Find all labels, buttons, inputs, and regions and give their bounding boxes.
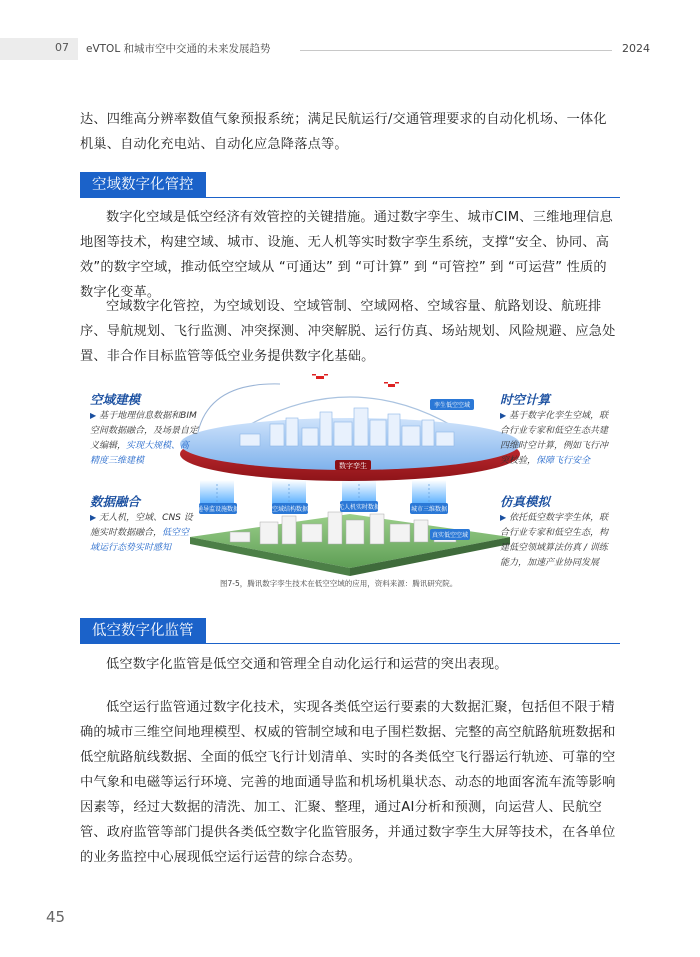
section-title: 空域数字化管控	[80, 172, 206, 198]
twin-airspace-label: 孪生低空空域	[433, 403, 471, 409]
triangle-bullet-icon: ▶	[90, 411, 97, 420]
header-year: 2024	[622, 42, 650, 55]
intro-paragraph: 达、四维高分辨率数值气象预报系统；满足民航运行/交通管理要求的自动化机场、一体化机巢、自动化充电站、自动化应急降落点等。	[80, 112, 607, 152]
paragraph: 数字化空域是低空经济有效管控的关键措施。通过数字孪生、城市CIM、三维地理信息地图等技术，构建空域、城市、设施、无人机等实时数字孪生系统，支撑“安全、协同、高效”的数字空域，推动低空空域从 “可通达” 到 “可计算” 到 “可管控” 到 “可运营” 性质的数字化变革。	[80, 210, 614, 300]
figure-label-title: 仿真模拟	[500, 494, 551, 509]
city-3d-label: 城市三维数据	[410, 507, 448, 513]
paragraph: 空域数字化管控，为空域划设、空域管制、空域网格、空域容量、航路划设、航班排序、导航规划、飞行监测、冲突探测、冲突解脱、运行仿真、场站规划、风险规避、应急处置、非合作目标监管等低空业务提供数字化基础。	[80, 299, 616, 364]
airspace-structure-label: 空域结构数据	[271, 507, 309, 513]
data-beams	[200, 480, 446, 506]
running-title: eVTOL 和城市空中交通的未来发展趋势	[86, 43, 271, 55]
page-number: 45	[46, 908, 66, 926]
section-title: 低空数字化监管	[80, 618, 206, 644]
drone-icon	[384, 382, 399, 387]
figure-label-text: ▶ 无人机，空域、CNS 设施实时数据融合，低空空域运行态势实时感知	[90, 513, 193, 553]
figure-caption: 图7-5，腾讯数字孪生技术在低空空域的应用，资料来源：腾讯研究院。	[220, 579, 458, 588]
figure-label-title: 数据融合	[90, 494, 141, 509]
triangle-bullet-icon: ▶	[500, 513, 507, 522]
figure-label-text: ▶ 基于地理信息数据和BIM空间数据融合，及场景自定义编辑，实现大规模、高精度三维建模	[90, 411, 199, 466]
digital-twin-label: 数字孪生	[339, 463, 367, 470]
paragraph: 低空运行监管通过数字化技术，实现各类低空运行要素的大数据汇聚，包括但不限于精确的城市三维空间地理模型、权威的管制空域和电子围栏数据、完整的高空航路航班数据和低空航路航线数据、全面的低空飞行计划清单、实时的各类低空飞行器运行轨迹、可靠的空中气象和电磁等运行环境、完善的地面通导监和机场机巢状态、动态的地面客流车流等影响因素等，经过大数据的清洗、加工、汇聚、整理，通过AI分析和预测，向运营人、民航空管、政府监管等部门提供各类低空数字化监管服务，并通过数字孪生大屏等技术，在各单位的业务监控中心展现低空运行运营的综合态势。	[80, 700, 616, 865]
comm-nav-data-label: 通导监设施数据	[196, 507, 240, 513]
uav-realtime-label: 无人机实时数据	[337, 505, 381, 511]
figure-label-title: 时空计算	[500, 392, 551, 407]
triangle-bullet-icon: ▶	[500, 411, 507, 420]
section-heading-airspace-control	[80, 172, 620, 198]
figure-label-text: ▶ 基于数字化孪生空域，联合行业专家和低空生态共建四维时空计算，例如飞行冲突校验，保障飞行安全	[500, 411, 609, 466]
triangle-bullet-icon: ▶	[90, 513, 97, 522]
header-rule	[300, 50, 612, 51]
paragraph: 低空数字化监管是低空交通和管理全自动化运行和运营的突出表现。	[106, 657, 508, 672]
chapter-number: 07	[55, 41, 69, 54]
section-rule	[80, 197, 620, 198]
section-heading-low-altitude-supervision	[80, 618, 620, 644]
real-airspace-label: 真实低空空域	[431, 533, 469, 539]
section-rule	[80, 643, 620, 644]
drone-icon	[312, 374, 328, 379]
figure-label-title: 空域建模	[90, 392, 141, 407]
figure-label-text: ▶ 依托低空数字孪生体，联合行业专家和低空生态，构建低空领域算法仿真 / 训练能力，加速产业协同发展	[500, 513, 609, 568]
digital-twin-figure	[80, 372, 620, 584]
